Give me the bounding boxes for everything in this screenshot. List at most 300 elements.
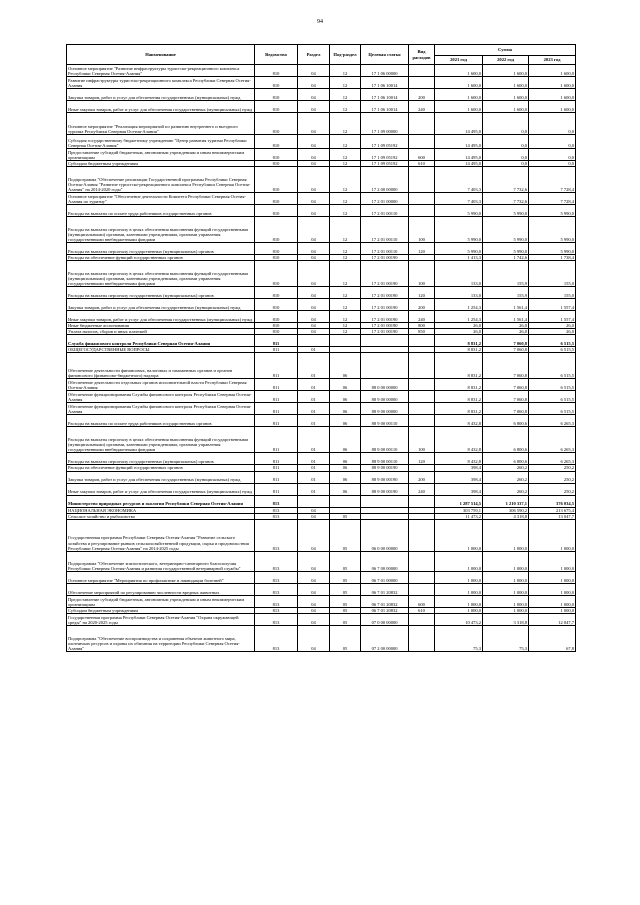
table-row	[67, 113, 576, 135]
row-section: 04	[298, 77, 330, 89]
table-row	[67, 391, 576, 403]
row-ministry: 810	[255, 311, 298, 323]
row-expense-type: 200	[409, 471, 435, 483]
row-target: 88 9 00 00110	[361, 427, 409, 453]
row-name: Министерство природных ресурсов и экологии Республики Северная Осетия-Алания	[67, 495, 255, 507]
row-name: Иные закупки товаров, работ и услуг для обеспечения государственных (муниципальных) нужд	[67, 101, 255, 113]
row-name: Расходы на выплаты по оплате труда работников государственных органов	[67, 415, 255, 427]
row-sum-2023: 1 000,0	[529, 571, 576, 583]
table-row	[67, 551, 576, 571]
row-sum-2022: 7 060,8	[483, 379, 529, 391]
row-expense-type: 800	[409, 323, 435, 329]
row-expense-type	[409, 495, 435, 507]
row-section: 01	[298, 347, 330, 353]
row-sum-2023: 6 515,5	[529, 379, 576, 391]
row-ministry: 813	[255, 513, 298, 519]
row-ministry: 810	[255, 101, 298, 113]
row-ministry: 813	[255, 583, 298, 595]
row-subsection: 12	[330, 77, 361, 89]
row-target: 17 2 01 00190	[361, 261, 409, 287]
table-row	[67, 335, 576, 347]
row-sum-2023: 1 600,0	[529, 77, 576, 89]
row-section: 04	[298, 607, 330, 613]
row-expense-type	[409, 379, 435, 391]
row-expense-type: 600	[409, 149, 435, 161]
col-sum: Сумма	[435, 45, 576, 56]
row-sum-2021: 303 759,1	[435, 507, 483, 513]
row-target: 06 0 00 00000	[361, 519, 409, 551]
row-section: 04	[298, 519, 330, 551]
row-expense-type: 200	[409, 89, 435, 101]
row-name: Расходы на обеспечение функций государственных органов	[67, 255, 255, 261]
row-section: 04	[298, 205, 330, 217]
row-sum-2023: 6 265,3	[529, 427, 576, 453]
row-sum-2021: 10 473,2	[435, 613, 483, 625]
row-target: 17 2 01 00190	[361, 311, 409, 323]
row-ministry: 810	[255, 167, 298, 193]
row-section: 01	[298, 427, 330, 453]
row-section: 01	[298, 415, 330, 427]
row-ministry: 810	[255, 323, 298, 329]
row-ministry: 810	[255, 161, 298, 167]
table-row	[67, 403, 576, 415]
row-sum-2021: 8 432,8	[435, 427, 483, 453]
row-target: 06 7 01 00000	[361, 571, 409, 583]
row-sum-2022: 1 000,0	[483, 607, 529, 613]
row-target: 88 9 00 00000	[361, 403, 409, 415]
row-target: 17 2 00 00000	[361, 167, 409, 193]
row-target: 17 2 01 00000	[361, 193, 409, 205]
row-sum-2023: 26,0	[529, 323, 576, 329]
row-sum-2021: 8 831,2	[435, 391, 483, 403]
row-subsection: 05	[330, 607, 361, 613]
row-sum-2022: 7 060,8	[483, 403, 529, 415]
row-sum-2021: 8 831,2	[435, 335, 483, 347]
row-name: Обеспечение мероприятий по регулированию численности вредных животных	[67, 583, 255, 595]
col-name: Наименование	[67, 45, 255, 65]
row-section: 04	[298, 243, 330, 255]
row-target: 06 7 01 20832	[361, 607, 409, 613]
table-row	[67, 613, 576, 625]
row-sum-2022: 7 060,8	[483, 335, 529, 347]
row-expense-type	[409, 519, 435, 551]
table-row	[67, 379, 576, 391]
row-sum-2023: 1 600,0	[529, 101, 576, 113]
row-subsection: 05	[330, 551, 361, 571]
row-section: 04	[298, 193, 330, 205]
row-sum-2021: 133,0	[435, 287, 483, 299]
row-section: 04	[298, 299, 330, 311]
row-target: 17 1 09 05192	[361, 135, 409, 149]
row-sum-2022: 4 318,8	[483, 513, 529, 519]
row-expense-type	[409, 551, 435, 571]
row-subsection: 06	[330, 379, 361, 391]
row-target: 17 1 06 10014	[361, 101, 409, 113]
row-ministry: 810	[255, 89, 298, 101]
row-section: 01	[298, 391, 330, 403]
row-section: 04	[298, 113, 330, 135]
row-section: 04	[298, 613, 330, 625]
row-ministry: 810	[255, 65, 298, 77]
row-section: 01	[298, 453, 330, 465]
row-subsection: 12	[330, 113, 361, 135]
row-sum-2021: 26,0	[435, 323, 483, 329]
row-name: Государственная программа Республики Северная Осетия-Алания "Охрана окружающей среды" на 2020-2025 годы	[67, 613, 255, 625]
table-row	[67, 583, 576, 595]
row-sum-2021: 398,4	[435, 483, 483, 495]
table-row	[67, 243, 576, 255]
row-expense-type: 120	[409, 243, 435, 255]
row-name: Сельское хозяйство и рыболовство	[67, 513, 255, 519]
row-name: Обеспечение деятельности финансовых, налоговых и таможенных органов и органов финансового (финансово-бюджетного) надзора	[67, 353, 255, 379]
row-sum-2023: 6 515,5	[529, 335, 576, 347]
row-expense-type	[409, 583, 435, 595]
row-ministry: 811	[255, 347, 298, 353]
row-sum-2022: 26,0	[483, 323, 529, 329]
row-sum-2023: 0,0	[529, 113, 576, 135]
row-sum-2022: 1 600,0	[483, 89, 529, 101]
row-subsection: 06	[330, 391, 361, 403]
row-subsection: 06	[330, 415, 361, 427]
row-subsection	[330, 335, 361, 347]
row-expense-type	[409, 77, 435, 89]
table-row	[67, 193, 576, 205]
row-sum-2023: 1 000,0	[529, 595, 576, 607]
row-sum-2021: 1 600,0	[435, 77, 483, 89]
row-ministry: 811	[255, 465, 298, 471]
table-row	[67, 495, 576, 507]
row-subsection: 05	[330, 583, 361, 595]
table-row	[67, 77, 576, 89]
row-name: Подпрограмма "Обеспечение эпизоотического, ветеринарно-санитарного благополучия Республики Северная Осетия-Алания и развития государственной ветеринарной службы"	[67, 551, 255, 571]
row-expense-type: 100	[409, 427, 435, 453]
row-target: 88 9 00 00190	[361, 465, 409, 471]
row-subsection: 06	[330, 427, 361, 453]
row-name: Субсидия государственному бюджетному учреждению "Центр развития туризма Республики Северная Осетия-Алания"	[67, 135, 255, 149]
row-sum-2023: 250,2	[529, 465, 576, 471]
row-section: 04	[298, 507, 330, 513]
row-subsection: 12	[330, 217, 361, 243]
row-sum-2023: 5 990,0	[529, 205, 576, 217]
row-ministry: 810	[255, 287, 298, 299]
table-row	[67, 205, 576, 217]
row-subsection: 12	[330, 311, 361, 323]
row-name: Расходы на выплаты персоналу в целях обеспечения выполнения функций государственными (муниципальными) органами, казенными учреждениями, органами управления государственными внебюджетными фондами	[67, 217, 255, 243]
row-ministry: 811	[255, 335, 298, 347]
row-name: Обеспечение функционирования Службы финансового контроля Республики Северная Осетия-Алания	[67, 403, 255, 415]
row-subsection: 12	[330, 65, 361, 77]
row-name: Расходы на выплаты персоналу государственных (муниципальных) органов	[67, 287, 255, 299]
row-target: 88 9 00 00190	[361, 483, 409, 495]
row-name: Закупка товаров, работ и услуг для обеспечения государственных (муниципальных) нужд	[67, 89, 255, 101]
col-2022: 2022 год	[483, 56, 529, 65]
row-section: 01	[298, 403, 330, 415]
row-sum-2021: 7 403,3	[435, 167, 483, 193]
row-expense-type: 100	[409, 217, 435, 243]
row-expense-type	[409, 613, 435, 625]
row-name: Расходы на выплаты по оплате труда работников государственных органов	[67, 205, 255, 217]
row-ministry: 813	[255, 613, 298, 625]
row-section: 04	[298, 551, 330, 571]
row-target	[361, 353, 409, 379]
row-sum-2021: 26,0	[435, 329, 483, 335]
row-expense-type	[409, 353, 435, 379]
table-row	[67, 595, 576, 607]
row-sum-2022: 7 060,8	[483, 391, 529, 403]
row-target: 17 2 01 00110	[361, 243, 409, 255]
row-sum-2022: 1 000,0	[483, 595, 529, 607]
row-section: 01	[298, 379, 330, 391]
row-expense-type: 200	[409, 299, 435, 311]
row-section: 04	[298, 217, 330, 243]
row-subsection: 05	[330, 613, 361, 625]
row-expense-type	[409, 135, 435, 149]
row-expense-type: 240	[409, 483, 435, 495]
row-subsection: 12	[330, 243, 361, 255]
row-sum-2023: 1 000,0	[529, 583, 576, 595]
row-sum-2021: 133,0	[435, 261, 483, 287]
row-subsection: 12	[330, 149, 361, 161]
row-section: 04	[298, 261, 330, 287]
row-subsection: 05	[330, 519, 361, 551]
row-sum-2022: 1 561,4	[483, 311, 529, 323]
row-sum-2022: 0,0	[483, 161, 529, 167]
row-ministry: 810	[255, 149, 298, 161]
row-sum-2021: 14 495,0	[435, 135, 483, 149]
table-row	[67, 483, 576, 495]
row-sum-2023: 12 047,7	[529, 613, 576, 625]
row-section	[298, 495, 330, 507]
row-sum-2023: 7 728,4	[529, 193, 576, 205]
row-sum-2022: 306 590,2	[483, 507, 529, 513]
row-subsection: 06	[330, 403, 361, 415]
row-target	[361, 335, 409, 347]
row-sum-2021: 14 495,0	[435, 149, 483, 161]
row-section: 04	[298, 65, 330, 77]
row-sum-2021: 75,3	[435, 625, 483, 651]
table-row	[67, 625, 576, 651]
row-sum-2021: 5 990,0	[435, 205, 483, 217]
row-section: 04	[298, 167, 330, 193]
row-target: 88 0 00 00000	[361, 379, 409, 391]
row-sum-2021: 8 432,8	[435, 453, 483, 465]
row-name: Закупка товаров, работ и услуг для обеспечения государственных (муниципальных) нужд	[67, 299, 255, 311]
row-section: 04	[298, 135, 330, 149]
row-sum-2023: 5 990,0	[529, 217, 576, 243]
row-sum-2022: 7 060,8	[483, 347, 529, 353]
table-row	[67, 471, 576, 483]
row-subsection: 05	[330, 595, 361, 607]
row-name: Иные закупки товаров, работ и услуг для обеспечения государственных (муниципальных) нужд	[67, 483, 255, 495]
row-sum-2022: 7 060,8	[483, 353, 529, 379]
table-row	[67, 299, 576, 311]
row-ministry: 811	[255, 391, 298, 403]
row-target: 17 2 01 00190	[361, 323, 409, 329]
row-name: Развитие инфраструктуры туристско-рекреационного комплекса Республики Северная Осетия-Алания	[67, 77, 255, 89]
budget-table	[66, 44, 576, 652]
row-sum-2022: 6 800,6	[483, 453, 529, 465]
row-target: 17 2 01 00110	[361, 217, 409, 243]
row-name: Расходы на выплаты персоналу в целях обеспечения выполнения функций государственными (муниципальными) органами, казенными учреждениями, органами управления государственными внебюджетными фондами	[67, 261, 255, 287]
row-sum-2023: 155,0	[529, 287, 576, 299]
row-sum-2021: 1 000,0	[435, 519, 483, 551]
row-expense-type	[409, 335, 435, 347]
row-sum-2021: 398,4	[435, 465, 483, 471]
row-sum-2022: 1 210 337,1	[483, 495, 529, 507]
row-sum-2022: 260,2	[483, 471, 529, 483]
row-sum-2023: 6 515,5	[529, 347, 576, 353]
table-row	[67, 65, 576, 77]
row-sum-2022: 6 800,6	[483, 415, 529, 427]
row-name: НАЦИОНАЛЬНАЯ ЭКОНОМИКА	[67, 507, 255, 513]
row-expense-type	[409, 391, 435, 403]
row-name: Расходы на выплаты персоналу государственных (муниципальных) органов	[67, 243, 255, 255]
row-section	[298, 335, 330, 347]
row-target: 17 1 06 00000	[361, 65, 409, 77]
row-ministry: 810	[255, 205, 298, 217]
row-name: Основное мероприятие "Реализация мероприятий по развитию внутреннего и въездного туризма Республики Северная Осетия-Алания"	[67, 113, 255, 135]
row-name: Предоставление субсидий бюджетным, автономным учреждениям и иным некоммерческим организациям	[67, 595, 255, 607]
row-sum-2022: 1 000,0	[483, 571, 529, 583]
row-section: 01	[298, 353, 330, 379]
row-name: Основное мероприятие "Обеспечение деятельности Комитета Республики Северная Осетия-Алания по туризму"	[67, 193, 255, 205]
row-subsection: 12	[330, 205, 361, 217]
row-sum-2022: 155,9	[483, 261, 529, 287]
row-ministry: 810	[255, 243, 298, 255]
row-expense-type	[409, 415, 435, 427]
row-sum-2022: 0,0	[483, 149, 529, 161]
row-name: Иные закупки товаров, работ и услуг для обеспечения государственных (муниципальных) нужд	[67, 311, 255, 323]
row-name: Основное мероприятие "Мероприятия по профилактике и ликвидации болезней"	[67, 571, 255, 583]
row-sum-2021: 14 495,0	[435, 161, 483, 167]
row-sum-2021: 5 990,0	[435, 217, 483, 243]
row-sum-2021: 8 831,2	[435, 379, 483, 391]
row-subsection: 05	[330, 625, 361, 651]
row-sum-2022: 0,0	[483, 135, 529, 149]
row-target: 17 2 01 00110	[361, 205, 409, 217]
row-sum-2021: 1 600,0	[435, 65, 483, 77]
row-sum-2023: 1 000,0	[529, 607, 576, 613]
row-name: Основное мероприятие "Развитие инфраструктуры туристско-рекреационного комплекса Республики Северная Осетия-Алания"	[67, 65, 255, 77]
row-sum-2021: 8 831,2	[435, 347, 483, 353]
row-sum-2023: 1 600,0	[529, 65, 576, 77]
row-target: 06 7 01 20832	[361, 583, 409, 595]
row-sum-2022: 1 561,4	[483, 299, 529, 311]
col-section: Раздел	[298, 45, 330, 65]
row-sum-2021: 1 600,0	[435, 89, 483, 101]
row-sum-2021: 5 990,0	[435, 243, 483, 255]
row-sum-2023: 5 990,0	[529, 243, 576, 255]
row-name: Иные бюджетные ассигнования	[67, 323, 255, 329]
row-name: Закупка товаров, работ и услуг для обеспечения государственных (муниципальных) нужд	[67, 471, 255, 483]
row-ministry: 813	[255, 519, 298, 551]
row-sum-2023: 13 047,7	[529, 513, 576, 519]
row-subsection: 06	[330, 453, 361, 465]
row-subsection: 06	[330, 471, 361, 483]
row-ministry: 810	[255, 255, 298, 261]
row-sum-2022: 7 732,6	[483, 167, 529, 193]
table-row	[67, 89, 576, 101]
row-section: 04	[298, 161, 330, 167]
row-sum-2023: 1 557,4	[529, 299, 576, 311]
row-sum-2023: 1 000,0	[529, 519, 576, 551]
row-sum-2021: 8 831,2	[435, 353, 483, 379]
row-ministry: 811	[255, 453, 298, 465]
row-ministry: 811	[255, 379, 298, 391]
row-subsection: 12	[330, 167, 361, 193]
table-row	[67, 149, 576, 161]
row-target: 07 0 00 00000	[361, 613, 409, 625]
row-subsection: 12	[330, 255, 361, 261]
row-name: Обеспечение функционирования Службы финансового контроля Республики Северная Осетия-Алания	[67, 391, 255, 403]
row-sum-2023: 6 515,5	[529, 353, 576, 379]
row-section: 04	[298, 287, 330, 299]
row-name: Подпрограмма "Обеспечение реализации Государственной программы Республики Северная Осетия-Алания "Развитие туристско-рекреационного комплекса Республики Северная Осетия-Алания" на 2014-2020 годы"	[67, 167, 255, 193]
row-ministry: 811	[255, 353, 298, 379]
row-target: 17 1 06 10014	[361, 89, 409, 101]
row-sum-2022: 26,0	[483, 329, 529, 335]
row-sum-2023: 0,0	[529, 161, 576, 167]
row-sum-2021: 1 000,0	[435, 607, 483, 613]
row-section: 04	[298, 625, 330, 651]
row-section: 04	[298, 323, 330, 329]
row-target: 17 1 06 10014	[361, 77, 409, 89]
row-target: 17 1 09 00000	[361, 113, 409, 135]
row-sum-2022: 6 800,6	[483, 427, 529, 453]
row-ministry: 813	[255, 571, 298, 583]
row-sum-2022: 5 990,0	[483, 205, 529, 217]
row-subsection: 12	[330, 161, 361, 167]
row-sum-2023: 376 034,5	[529, 495, 576, 507]
row-subsection: 12	[330, 89, 361, 101]
table-row	[67, 311, 576, 323]
row-target: 17 1 09 05192	[361, 161, 409, 167]
col-2023: 2023 год	[529, 56, 576, 65]
row-section: 04	[298, 595, 330, 607]
row-target: 88 9 00 00000	[361, 391, 409, 403]
row-sum-2022: 5 990,0	[483, 243, 529, 255]
table-row	[67, 167, 576, 193]
table-row	[67, 427, 576, 453]
row-name: Подпрограмма "Обеспечение воспроизводства и сохранения объектов животного мира, охотничьих ресурсов и охраны их обитания на территории Республики Северная Осетия-Алания"	[67, 625, 255, 651]
row-sum-2023: 6 265,3	[529, 453, 576, 465]
row-sum-2022: 1 742,6	[483, 255, 529, 261]
row-sum-2022: 3 318,8	[483, 613, 529, 625]
row-sum-2021: 1 000,0	[435, 595, 483, 607]
row-sum-2023: 0,0	[529, 149, 576, 161]
row-expense-type: 600	[409, 595, 435, 607]
row-target: 06 7 00 00000	[361, 551, 409, 571]
row-expense-type: 610	[409, 161, 435, 167]
row-sum-2023: 1 600,0	[529, 89, 576, 101]
col-target: Целевая статья	[361, 45, 409, 65]
row-sum-2023: 26,0	[529, 329, 576, 335]
row-ministry: 810	[255, 135, 298, 149]
row-ministry: 811	[255, 415, 298, 427]
table-row	[67, 217, 576, 243]
row-expense-type	[409, 65, 435, 77]
row-ministry: 811	[255, 427, 298, 453]
row-ministry: 810	[255, 193, 298, 205]
row-sum-2022: 0,0	[483, 113, 529, 135]
row-sum-2023: 1 000,0	[529, 551, 576, 571]
row-expense-type: 240	[409, 101, 435, 113]
row-name: Расходы на обеспечение функций государственных органов	[67, 465, 255, 471]
row-section: 01	[298, 465, 330, 471]
row-sum-2023: 250,2	[529, 483, 576, 495]
row-sum-2023: 6 515,5	[529, 403, 576, 415]
row-sum-2022: 1 000,0	[483, 519, 529, 551]
